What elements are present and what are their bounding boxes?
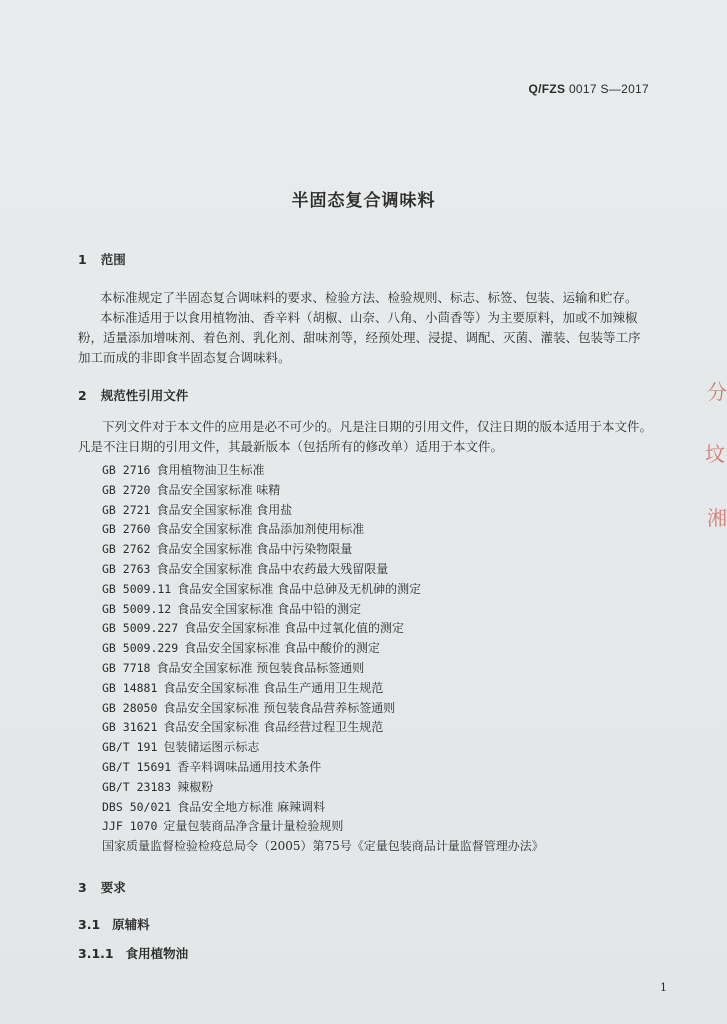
reference-code: GB 2716 — [102, 463, 151, 477]
reference-title: 食品安全国家标准 食品中农药最大残留限量 — [156, 562, 389, 576]
section-title: 原辅料 — [112, 917, 150, 932]
page-number: 1 — [660, 981, 667, 994]
reference-item — [102, 600, 361, 617]
reference-item — [102, 501, 292, 518]
reference-title: 食品安全国家标准 预包装食品营养标签通则 — [163, 700, 396, 715]
section-title: 食用植物油 — [125, 946, 189, 961]
reference-title: 食品安全国家标准 味精 — [156, 482, 281, 497]
standard-code — [528, 82, 649, 96]
reference-code: GB 5009.229 — [102, 641, 179, 656]
standard-code-suffix: 0017 S—2017 — [565, 82, 649, 96]
reference-item — [102, 699, 395, 716]
reference-item — [102, 540, 352, 557]
reference-title: 食品安全国家标准 食品经营过程卫生规范 — [163, 720, 384, 735]
section-title: 规范性引用文件 — [100, 388, 189, 403]
reference-code: GB/T 15691 — [102, 760, 172, 774]
reference-item — [102, 580, 421, 597]
reference-title: 食品安全国家标准 食品中酸价的测定 — [184, 641, 380, 656]
section-number: 3.1.1 — [78, 946, 114, 961]
reference-title: 食品安全国家标准 食用盐 — [156, 502, 293, 517]
reference-code: GB 28050 — [102, 700, 158, 715]
reference-title: 食品安全国家标准 食品中铅的测定 — [177, 601, 362, 616]
reference-title: 食品安全地方标准 麻辣调料 — [177, 799, 326, 814]
stamp-char: 分 — [707, 380, 727, 404]
reference-title: 食品安全国家标准 食品中过氧化值的测定 — [184, 621, 404, 636]
reference-code: GB 31621 — [102, 720, 158, 735]
reference-code: GB/T 23183 — [102, 779, 172, 794]
section-3-heading — [78, 878, 126, 896]
reference-item — [102, 738, 259, 755]
reference-item — [102, 778, 213, 795]
reference-item — [102, 798, 325, 815]
reference-title: 辣椒粉 — [177, 779, 214, 794]
reference-code: JJF 1070 — [102, 819, 158, 834]
reference-code: GB 2721 — [102, 502, 151, 517]
section-title: 要求 — [100, 880, 126, 895]
reference-code: GB/T 191 — [102, 740, 158, 755]
reference-item — [102, 817, 343, 834]
section-title: 范围 — [100, 252, 126, 267]
section-1-heading — [78, 250, 126, 268]
section-2-heading — [78, 386, 188, 404]
reference-title: 食用植物油卫生标准 — [156, 463, 265, 477]
reference-code: GB 2762 — [102, 542, 151, 557]
stamp-char: 坟 — [705, 442, 725, 466]
reference-item — [102, 461, 264, 478]
scope-paragraph-1: 本标准规定了半固态复合调味料的要求、检验方法、检验规则、标志、标签、包装、运输和贮存。 — [100, 290, 638, 305]
references-intro-line-1: 下列文件对于本文件的应用是必不可少的。凡是注日期的引用文件，仅注日期的版本适用于本文件。 — [102, 419, 653, 434]
references-intro-line-2: 凡是不注日期的引用文件，其最新版本（包括所有的修改单）适用于本文件。 — [78, 439, 504, 454]
scope-paragraph-2-line-3: 加工而成的非即食半固态复合调味料。 — [78, 350, 291, 365]
reference-item — [102, 560, 388, 577]
reference-code: GB 2763 — [102, 562, 151, 576]
reference-title: 食品安全国家标准 食品中污染物限量 — [156, 542, 353, 557]
reference-code: GB 5009.11 — [102, 581, 172, 596]
document-title: 半固态复合调味料 — [291, 191, 436, 211]
reference-item — [102, 718, 383, 735]
reference-title: 包装储运图示标志 — [163, 740, 260, 755]
reference-item — [102, 481, 280, 498]
section-3-1-1-heading — [78, 944, 188, 962]
stamp-char: 湘 — [707, 506, 727, 530]
reference-code: GB 5009.227 — [102, 621, 179, 636]
reference-code: DBS 50/021 — [102, 799, 172, 814]
reference-title: 香辛料调味品通用技术条件 — [177, 760, 322, 774]
section-number: 1 — [78, 252, 87, 267]
section-3-1-heading — [78, 915, 150, 933]
standard-code-prefix: Q/FZS — [528, 82, 566, 96]
reference-item — [102, 837, 544, 854]
reference-code: GB 7718 — [102, 661, 151, 675]
reference-item — [102, 619, 404, 636]
reference-item — [102, 758, 321, 775]
reference-item — [102, 520, 364, 537]
reference-title: 定量包装商品净含量计量检验规则 — [163, 819, 344, 834]
reference-code: GB 2720 — [102, 482, 151, 497]
reference-item — [102, 659, 364, 676]
reference-code: GB 14881 — [102, 680, 158, 695]
scope-paragraph-2-line-2: 粉，适量添加增味剂、着色剂、乳化剂、甜味剂等，经预处理、浸提、调配、灭菌、灌装、包装等工序 — [78, 330, 641, 345]
section-number: 2 — [78, 388, 87, 403]
reference-title: 国家质量监督检验检疫总局令（2005）第75号《定量包装商品计量监督管理办法》 — [102, 839, 544, 854]
reference-title: 食品安全国家标准 食品中总砷及无机砷的测定 — [177, 581, 422, 596]
scope-paragraph-2-line-1: 本标准适用于以食用植物油、香辛料（胡椒、山奈、八角、小茴香等）为主要原料，加或不加辣椒 — [100, 310, 638, 325]
section-number: 3 — [78, 880, 87, 895]
reference-item — [102, 639, 380, 656]
reference-title: 食品安全国家标准 食品添加剂使用标准 — [156, 522, 365, 537]
reference-title: 食品安全国家标准 食品生产通用卫生规范 — [163, 680, 384, 695]
seal-stamp-fragment — [703, 376, 727, 576]
reference-item — [102, 679, 383, 696]
reference-title: 食品安全国家标准 预包装食品标签通则 — [156, 661, 365, 675]
reference-code: GB 5009.12 — [102, 601, 172, 616]
section-number: 3.1 — [78, 917, 101, 932]
reference-code: GB 2760 — [102, 522, 151, 537]
